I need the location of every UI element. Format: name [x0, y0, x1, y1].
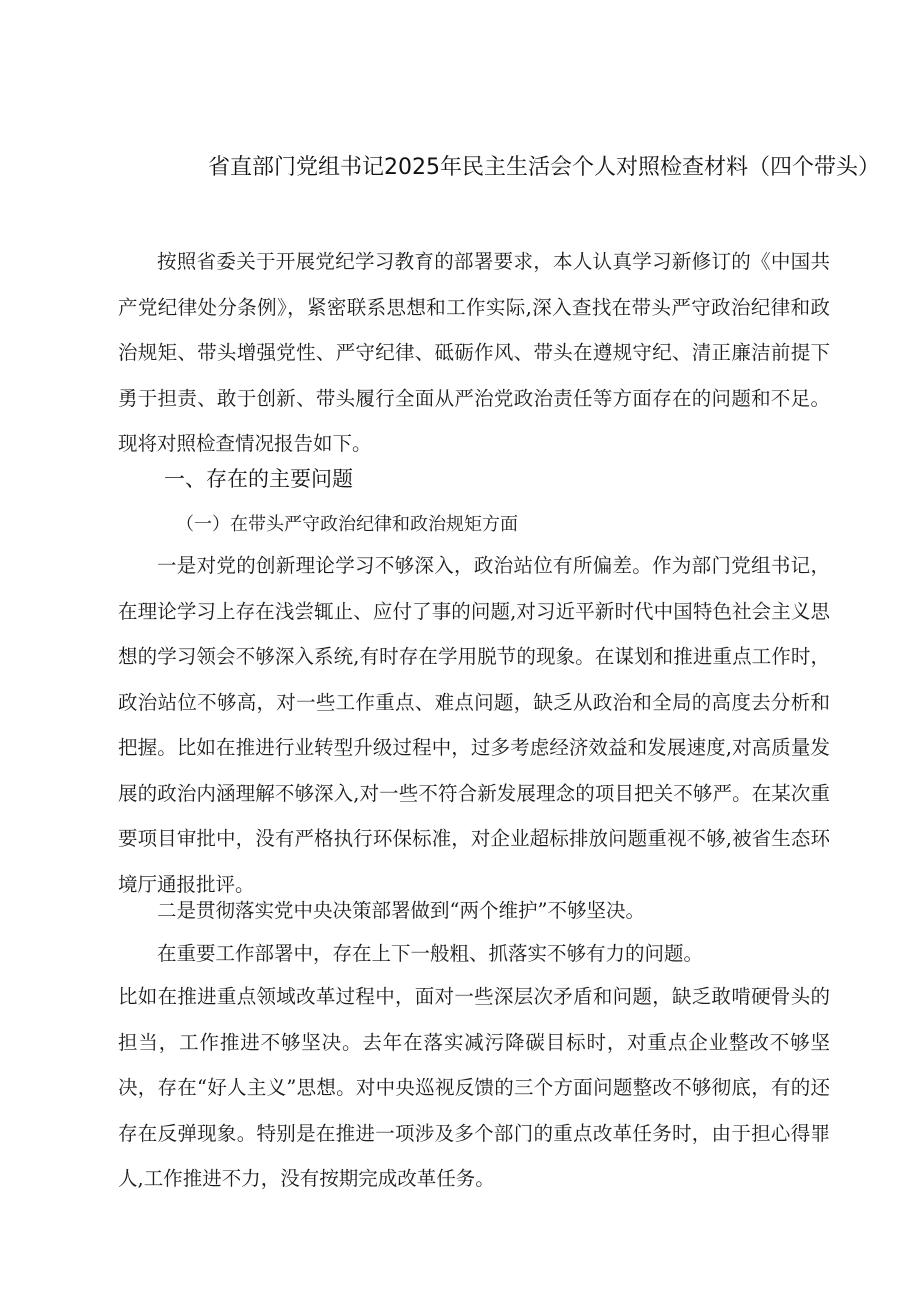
paragraph-4-text: 比如在推进重点领域改革过程中，面对一些深层次矛盾和问题，缺乏敢啃硬骨头的担当，工作推进不够坚决。去年在落实减污降碳目标时，对重点企业整改不够坚决，存在“好人主义”思想。对中央巡视反馈的三个方面问题整改不够彻底，有的还存在反弹现象。特别是在推进一项涉及多个部门的重点改革任务时，由于担心得罪人,工作推进不力，没有按期完成改革任务。: [118, 985, 830, 1190]
section-heading: 一、存在的主要问题: [164, 467, 353, 491]
paragraph-4: [118, 974, 830, 1202]
paragraph-1: [118, 543, 830, 907]
paragraph-2-text: 二是贯彻落实党中央决策部署做到“两个维护”不够坚决。: [157, 899, 645, 922]
document-title: 省直部门党组书记2025年民主生活会个人对照检查材料（四个带头）: [208, 155, 880, 180]
paragraph-3: [118, 931, 830, 977]
subsection-heading: （一）在带头严守政治纪律和政治规矩方面: [176, 514, 518, 535]
paragraph-3-text: 在重要工作部署中，存在上下一般粗、抓落实不够有力的问题。: [157, 942, 704, 965]
intro-paragraph: [118, 239, 830, 467]
intro-text: 按照省委关于开展党纪学习教育的部署要求，本人认真学习新修订的《中国共产党纪律处分条例》，紧密联系思想和工作实际,深入查找在带头严守政治纪律和政治规矩、带头增强党性、严守纪律、砥砺作风、带头在遵规守纪、清正廉洁前提下勇于担责、敢于创新、带头履行全面从严治党政治责任等方面存在的问题和不足。现将对照检查情况报告如下。: [118, 250, 830, 455]
paragraph-1-text: 一是对党的创新理论学习不够深入，政治站位有所偏差。作为部门党组书记，在理论学习上存在浅尝辄止、应付了事的问题,对习近平新时代中国特色社会主义思想的学习领会不够深入系统,有时存在学用脱节的现象。在谋划和推进重点工作时，政治站位不够高，对一些工作重点、难点问题，缺乏从政治和全局的高度去分析和把握。比如在推进行业转型升级过程中，过多考虑经济效益和发展速度,对高质量发展的政治内涵理解不够深入,对一些不符合新发展理念的项目把关不够严。在某次重要项目审批中，没有严格执行环保标准，对企业超标排放问题重视不够,被省生态环境厅通报批评。: [118, 554, 830, 896]
paragraph-2: [118, 888, 830, 934]
